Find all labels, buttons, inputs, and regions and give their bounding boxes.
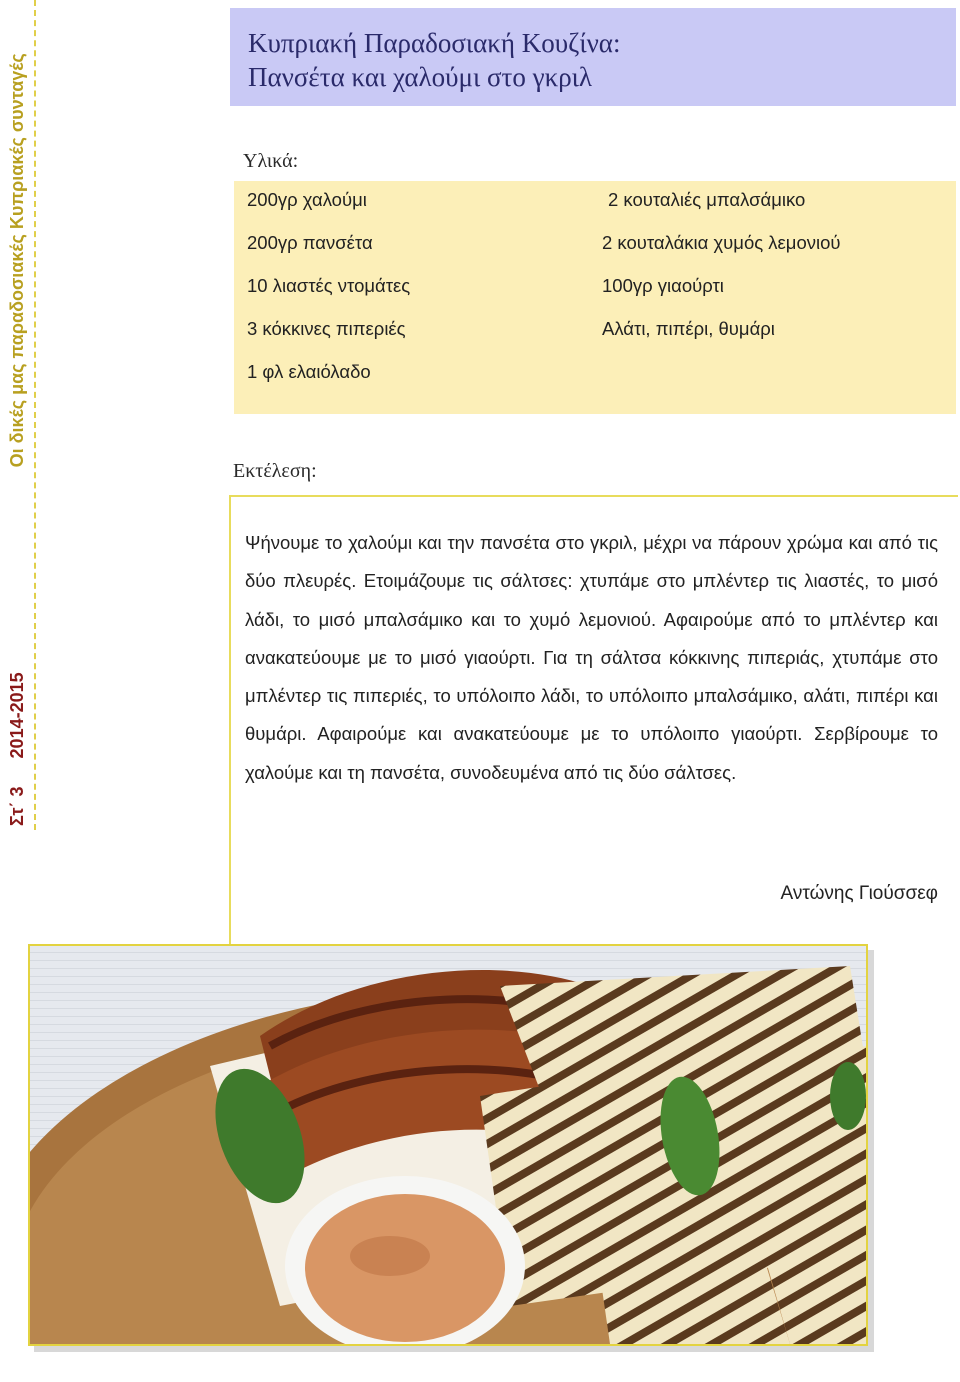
page-subtitle: Πανσέτα και χαλούμι στο γκριλ [248, 62, 593, 92]
ingredient-item: 200γρ πανσέτα [247, 232, 373, 253]
ingredient-item: 3 κόκκινες πιπεριές [247, 318, 406, 339]
author-name: Αντώνης Γιούσσεφ [780, 883, 938, 904]
school-years: 2014-2015 [6, 672, 27, 759]
sidebar [0, 0, 34, 830]
ingredient-item: 2 κουταλιές μπαλσάμικο [608, 189, 806, 210]
grilled-halloumi-pancetta-image [30, 946, 866, 1344]
food-photo [28, 944, 868, 1346]
ingredient-item: 100γρ γιαούρτι [602, 275, 724, 296]
class-label: Στ΄ 3 [6, 786, 27, 826]
execution-heading: Εκτέλεση: [233, 460, 317, 482]
ingredients-heading: Υλικά: [243, 150, 299, 172]
ingredient-item: Αλάτι, πιπέρι, θυμάρι [602, 318, 775, 339]
series-title: Οι δικές μας παραδοσιακές Κυπριακές συνταγές [6, 53, 27, 468]
sidebar-caption [4, 0, 30, 830]
dashed-divider [34, 0, 36, 830]
ingredient-item: 2 κουταλάκια χυμός λεμονιού [602, 232, 841, 253]
ingredients-box [234, 181, 956, 414]
ingredient-item: 10 λιαστές ντομάτες [247, 275, 411, 296]
ingredient-item: 1 φλ ελαιόλαδο [247, 361, 371, 382]
page-title: Κυπριακή Παραδοσιακή Κουζίνα: [248, 28, 621, 58]
execution-text: Ψήνουμε το χαλούμι και την πανσέτα στο γκριλ, μέχρι να πάρουν χρώμα και από τις δύο πλευρές. Ετοιμάζουμε τις σάλτσες: χτυπάμε στο μπλέντερ τις λιαστές, το μισό λάδι, το μισό μπαλσάμικο και το χυμό λεμονιού. Αφαιρούμε από το μπλέντερ και ανακατεύουμε με το μισό γιαούρτι. Για τη σάλτσα κόκκινης πιπεριάς, χτυπάμε στο μπλέντερ τις πιπεριές, το υπόλοιπο λάδι, το υπόλοιπο μπαλσάμικο, αλάτι, πιπέρι και θυμάρι. Αφαιρούμε και ανακατεύουμε με το υπόλοιπο γιαούρτι. Σερβίρουμε το χαλούμε και τη πανσέτα, συνοδευμένα από τις δύο σάλτσες. [245, 532, 938, 783]
ingredient-item: 200γρ χαλούμι [247, 189, 367, 210]
title-banner [230, 8, 956, 106]
